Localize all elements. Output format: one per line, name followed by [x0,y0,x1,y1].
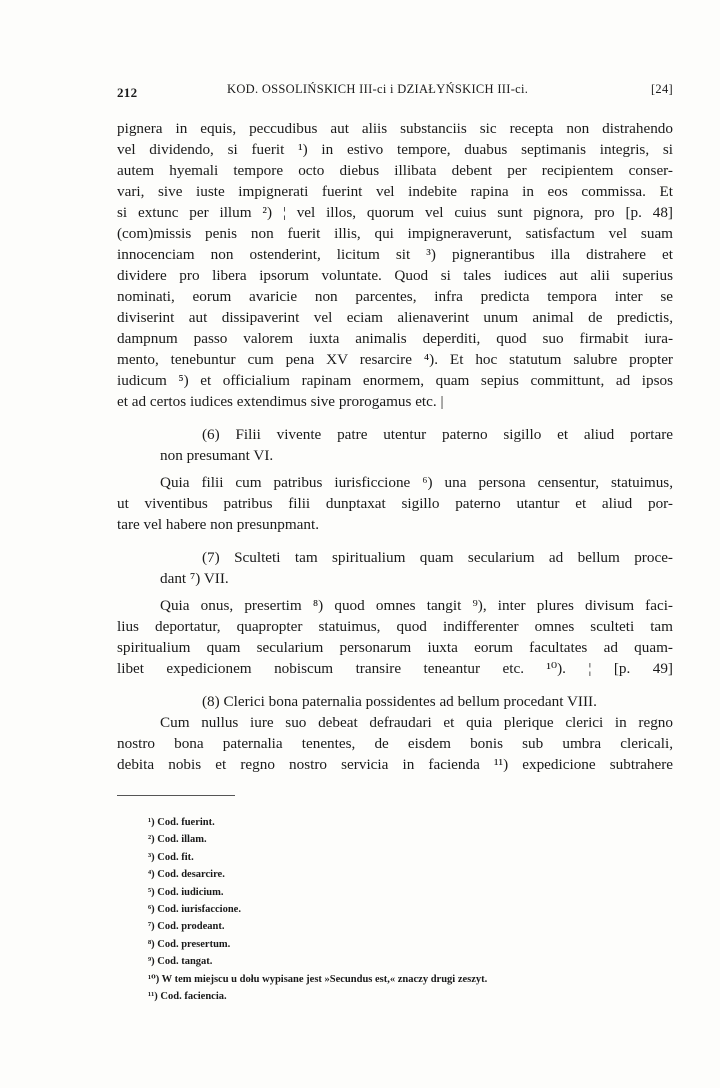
text-line: et ad certos iudices extendimus sive prorogamus etc. | [117,393,444,410]
text-line: autem hyemali tempore octo diebus illibata debent per recipientem conser- [117,162,673,179]
section-7 [117,547,673,679]
text-line: Cum nullus iure suo debeat defraudari et quia plerique clerici in regno [160,714,673,731]
section-6 [117,424,673,535]
page-number: 212 [117,85,138,100]
footnote: ¹⁰) W tem miejscu u dołu wypisane jest »Secundus est,« znaczy drugi zeszyt. [148,973,488,985]
footnote: ⁴) Cod. desarcire. [148,869,225,881]
text-line: diviserint aut dissipaverint vel eciam alienaverint unum animal de predictis, [117,309,673,326]
section-heading: dant ⁷) VII. [160,570,229,587]
text-line: nostro bona paternalia tenentes, de eisdem bonis sub umbra clericali, [117,735,673,752]
section-8 [117,691,673,775]
footnote: ⁹) Cod. tangat. [148,956,213,968]
text-line: mento, tenebuntur cum pena XV resarcire ⁴). Et hoc statutum salubre propter [117,351,673,368]
running-title: KOD. OSSOLIŃSKICH III-ci i DZIAŁYŃSKICH III-ci. [227,82,529,96]
text-line: dampnum passo valorem iuxta animalis deperditi, quod suo firmabit iura- [117,330,673,347]
running-head [117,82,673,102]
footnote: ⁶) Cod. iurisfaccione. [148,903,241,915]
text-line: vari, sive iuste impignerati fuerint vel indebite rapina in eos commissa. Et [117,183,673,200]
text-line: vel dividendo, si fuerit ¹) in estivo tempore, duabus septimanis integris, si [117,141,673,158]
paragraph-continued [117,118,673,412]
text-line: innocenciam non ostenderint, licitum sit ³) pignerantibus illa distrahere et [117,246,673,263]
main-text [117,118,673,775]
text-line: si extunc per illum ²) ¦ vel illos, quorum vel cuius sunt pignora, pro [p. 48] [117,204,673,221]
footnote: ⁸) Cod. presertum. [148,938,231,950]
text-line: spiritualium quam secularium personarum iuxta eorum facultates ad quam- [117,639,673,656]
text-line: libet expedicionem nobiscum transire teneantur etc. ¹⁰). ¦ [p. 49] [117,660,673,677]
text-line: nominati, eorum avaricie non parcentes, infra predicta tempora inter se [117,288,673,305]
text-line: lius deportatur, quapropter statuimus, quod indifferenter omnes sculteti tam [117,618,673,635]
section-heading: (8) Clerici bona paternalia possidentes ad bellum procedant VIII. [202,693,597,710]
text-line: ut viventibus patribus filii dunptaxat sigillo paterno utantur et aliud por- [117,495,673,512]
text-line: iudicum ⁵) et officialium rapinam enormem, quam sepius committunt, ad ipsos [117,372,673,389]
section-marker: [24] [650,82,673,96]
footnote: ⁵) Cod. iudicium. [148,886,224,898]
section-heading: (6) Filii vivente patre utentur paterno sigillo et aliud portare [202,426,673,443]
footnote-rule [117,795,235,796]
footnote: ³) Cod. fit. [148,851,194,863]
text-line: (com)missis penis non fuerit illis, qui impigneraverunt, satisfactum vel suam [117,225,673,242]
text-line: tare vel habere non presunpmant. [117,516,319,533]
section-heading: non presumant VI. [160,447,274,464]
text-line: dividere pro libera ipsorum voluntate. Quod si tales iudices aut alii superius [117,267,673,284]
text-line: Quia filii cum patribus iurisficcione ⁶) una persona censentur, statuimus, [160,474,673,491]
text-line: debita nobis et regno nostro servicia in facienda ¹¹) expedicione subtrahere [117,756,673,773]
footnote: ²) Cod. illam. [148,834,207,846]
section-heading: (7) Sculteti tam spiritualium quam secularium ad bellum proce- [202,549,673,566]
text-line: pignera in equis, peccudibus aut aliis substanciis sic recepta non distrahendo [117,120,673,137]
footnote: ⁷) Cod. prodeant. [148,921,225,933]
footnotes [148,814,628,1005]
footnote: ¹) Cod. fuerint. [148,817,215,828]
text-line: Quia onus, presertim ⁸) quod omnes tangit ⁹), inter plures divisum faci- [160,597,673,614]
footnote: ¹¹) Cod. faciencia. [148,990,227,1002]
